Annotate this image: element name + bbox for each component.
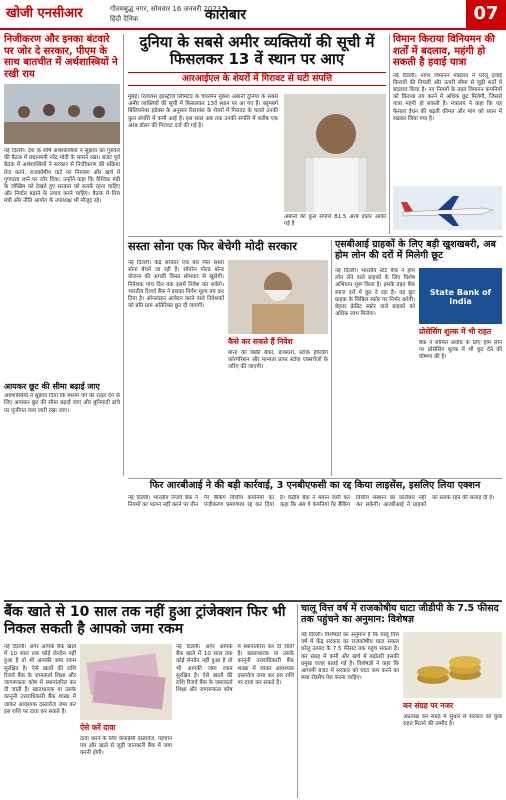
- masthead: [0, 0, 506, 30]
- story-sbi-subhead: प्रोसेसिंग शुल्क में भी राहत: [419, 327, 492, 336]
- story-airfare-headline: विमान किराया विनियमन की शर्तों में बदलाव, महंगी हो सकती है हवाई यात्रा: [393, 34, 495, 68]
- coins-photo: [403, 632, 502, 698]
- story-sbi-headline: एसबीआई ग्राहकों के लिए बड़ी खुशखबरी, अब होम लोन की दरों में मिलेगी छूट: [335, 239, 496, 261]
- meeting-photo-graphic: [4, 84, 120, 144]
- story-bank-subhead: ऐसे करें दावा: [80, 723, 116, 732]
- edition-date: गौतमबुद्ध नगर, सोमवार 16 जनवरी 2023: [110, 5, 222, 13]
- story-sbi-body: नई दिल्ली। भारतीय स्टेट बैंक ने होम लोन लेने वाले ग्राहकों के लिए विशेष अभियान शुरू किया है। इसके तहत बैंक ब्याज दरों में छूट दे रहा है। यह छूट ग्राहक के सिबिल स्कोर पर निर्भर करेगी। बेहतर क्रेडिट स्कोर वाले ग्राहकों को अधिक लाभ मिलेगा।: [335, 268, 415, 318]
- story-deficit: [301, 604, 502, 798]
- story-bank-body-cont: नई दिल्ली। अगर आपके बैंक खाते में 10 साल तक कोई लेनदेन नहीं हुआ है तो भी आपकी जमा रकम सुरक्षित है। ऐसे खातों की राशि रिजर्व बैंक के जमाकर्ता शिक्षा और जागरूकता कोष में स्थानांतरित कर दी जाती है। खाताधारक या उसके कानूनी उत्तराधिकारी बैंक शाखा में जाकर आवश्यक दस्तावेज जमा कर इस राशि पर दावा कर सकते हैं।: [176, 644, 294, 694]
- story-airfare: [393, 34, 502, 234]
- section-title: कारोबार: [205, 7, 247, 23]
- story-gold: [128, 240, 328, 475]
- column-rule: [297, 604, 298, 798]
- currency-notes-graphic: [80, 644, 172, 720]
- modi-portrait: [228, 260, 328, 334]
- edition-type: हिंदी दैनिक: [110, 15, 139, 23]
- story-deficit-subbody: अप्रत्यक्ष कर संग्रह में सुधार से सरकार को कुछ राहत मिलने की उम्मीद है।: [403, 714, 502, 728]
- newspaper-logo: खोजी एनसीआर: [6, 6, 83, 21]
- story-rbi-headline: फिर आरबीआई ने की बड़ी कार्रवाई, 3 एनबीएफसी का रद्द किया लाइसेंस, इसलिए लिया एक्शन: [149, 480, 481, 491]
- column-rule: [389, 34, 390, 234]
- story-sbi: [335, 240, 502, 475]
- story-airfare-body: नई दिल्ली। नागर विमानन मंत्रालय ने घरेलू हवाई किरायों की निचली और ऊपरी सीमा से जुड़ी शर्तों में बदलाव किया है। नए नियमों के तहत विमानन कंपनियों को किराया तय करने में अधिक छूट मिलेगी, जिससे यात्रा महंगी हो सकती है। मंत्रालय ने कहा कि यह फैसला ईंधन की बढ़ती कीमत और मांग को ध्यान में रखकर लिया गया है।: [393, 72, 502, 122]
- section-rule: [128, 478, 502, 479]
- story-bank: [4, 604, 294, 798]
- story-bank-body: नई दिल्ली। अगर आपके बैंक खाते में 10 साल तक कोई लेनदेन नहीं हुआ है तो भी आपकी जमा रकम सुरक्षित है। ऐसे खातों की राशि रिजर्व बैंक के जमाकर्ता शिक्षा और जागरूकता कोष में स्थानांतरित कर दी जाती है। खाताधारक या उसके कानूनी उत्तराधिकारी बैंक शाखा में जाकर आवश्यक दस्तावेज जमा कर इस राशि पर दावा कर सकते हैं।: [4, 644, 76, 715]
- page-number: 07: [466, 0, 506, 28]
- story-economists-body: नई दिल्ली। देश के शीर्ष अर्थशास्त्रियों ने सुझाव को गुरुवार की बैठक में प्रधानमंत्री नरेंद्र मोदी के सामने रखा। बजट पूर्व बैठक में अर्थशास्त्रियों ने सरकार से निजीकरण की प्रक्रिया तेज करने, राजकोषीय घाटे पर नियंत्रण और खर्च में गुणवत्ता लाने पर जोर दिया। उन्होंने कहा कि वैश्विक मंदी के जोखिम को देखते हुए सरकार को सतर्क रहना चाहिए और निर्यात बढ़ाने के उपाय करने चाहिए। बैठक में वित्त मंत्री और नीति आयोग के उपाध्यक्ष भी मौजूद रहे।: [4, 148, 120, 205]
- story-economists-subbody: अर्थशास्त्रियों ने सुझाव दिया कि मध्यम वर्ग को राहत देने के लिए आयकर छूट की सीमा बढ़ाई जाए और बुनियादी ढांचे पर पूंजीगत व्यय जारी रखा जाए।: [4, 393, 120, 414]
- sbi-sign-text: State Bank of India: [429, 288, 492, 306]
- story-bank-subbody: दावा करने के लिए केवाईसी दस्तावेज, पहचान पत्र और खाते से जुड़ी जानकारी बैंक में जमा करनी होगी।: [80, 736, 172, 757]
- story-economists-headline: निजीकरण और इनका बंटवारे पर जोर दे सरकार, पीएम के साथ बातचीत में अर्थशास्त्रियों ने रखी राय: [4, 34, 118, 80]
- meeting-photo: [4, 84, 120, 144]
- story-sbi-subbody: बैंक ने सीमित अवधि के लिए होम लोन पर प्रोसेसिंग शुल्क में भी छूट देने की घोषणा की है।: [419, 340, 502, 361]
- section-rule: [4, 600, 502, 602]
- story-rbi: [128, 481, 502, 597]
- story-deficit-subhead: कर संग्रह पर नजर: [403, 701, 454, 710]
- story-richest-kicker: आरआईएल के शेयरों में गिरावट से घटी संपत्ति: [128, 72, 386, 86]
- coins-graphic: [403, 632, 502, 698]
- ambani-portrait: [284, 94, 386, 212]
- story-rbi-body: नई दिल्ली। भारतीय रिजर्व बैंक ने नियमों का पालन नहीं करने पर तीन गैर बैंकिंग वित्तीय कंपनियों का पंजीकरण प्रमाणपत्र रद्द कर दिया है। केंद्रीय बैंक ने बयान जारी कर कहा कि अब ये कंपनियां गैर बैंकिंग वित्तीय संस्थान का कारोबार नहीं कर सकेंगी। आरबीआई ने ग्राहकों को सतर्क रहने की सलाह दी है।: [128, 494, 495, 509]
- story-economists-subhead: आयकर छूट की सीमा बढ़ाई जाए: [4, 382, 100, 391]
- story-gold-subbody: बॉन्ड की बिक्री बैंकों, डाकघरों, स्टॉक होल्डिंग कॉरपोरेशन और मान्यता प्राप्त स्टॉक एक्सचेंजों के जरिए की जाएगी।: [228, 350, 328, 371]
- currency-photo: [80, 644, 172, 720]
- story-gold-headline: सस्ता सोना एक फिर बेचेगी मोदी सरकार: [128, 239, 297, 253]
- section-rule: [128, 236, 502, 237]
- story-richest-caption: अंबानी की कुल संपत्ति 81.5 अरब डॉलर आंकी गई है: [284, 214, 386, 228]
- story-bank-headline: बैंक खाते से 10 साल तक नहीं हुआ ट्रांजेक्शन फिर भी निकल सकती है आपको जमा रकम: [4, 604, 286, 637]
- airplane-photo: [393, 186, 502, 230]
- story-richest: [128, 34, 386, 234]
- sbi-sign-photo: [419, 268, 502, 324]
- story-gold-subhead: कैसे कर सकते हैं निवेश: [228, 337, 293, 346]
- story-gold-body: नई दिल्ली। केंद्र सरकार एक बार फिर सस्ता सोना बेचने जा रही है। सॉवरेन गोल्ड बॉन्ड योजना की अगली किस्त सोमवार से खुलेगी। निवेशक पांच दिन तक इसमें निवेश कर सकेंगे। भारतीय रिजर्व बैंक ने इसका निर्गम मूल्य तय कर दिया है। ऑनलाइन आवेदन करने वाले निवेशकों को प्रति ग्राम अतिरिक्त छूट दी जाएगी।: [128, 260, 224, 310]
- story-economists: [4, 34, 120, 474]
- story-deficit-body: नई दिल्ली। विशेषज्ञों का अनुमान है कि चालू वित्त वर्ष में केंद्र सरकार का राजकोषीय घाटा सकल घरेलू उत्पाद के 7.5 फीसद तक पहुंच सकता है। कर संग्रह में कमी और खर्च में बढ़ोतरी इसकी प्रमुख वजह बताई गई है। विशेषज्ञों ने कहा कि आगामी बजट में सरकार को घाटा कम करने का स्पष्ट रोडमैप पेश करना चाहिए।: [301, 632, 399, 682]
- story-richest-body: मुंबई। रिलायंस इंडस्ट्रीज लिमिटेड के चेयरमैन मुकेश अंबानी दुनिया के सबसे अमीर व्यक्तियों की सूची में फिसलकर 13वें स्थान पर आ गए हैं। ब्लूमबर्ग बिलियनेयर इंडेक्स के अनुसार रिलायंस के शेयरों में गिरावट के चलते उनकी कुल संपत्ति में कमी आई है। इस साल अब तक उनकी संपत्ति में करीब एक अरब डॉलर की गिरावट दर्ज की गई है।: [128, 94, 278, 129]
- ambani-photo: [284, 94, 386, 212]
- column-rule: [331, 240, 332, 476]
- airplane-icon: [393, 186, 502, 230]
- story-deficit-headline: चालू वित्त वर्ष में राजकोषीय घाटा जीडीपी के 7.5 फीसद तक पहुंचने का अनुमान: विशेषज्ञ: [301, 603, 499, 625]
- story-richest-headline: दुनिया के सबसे अमीर व्यक्तियों की सूची में फिसलकर 13 वें स्थान पर आए: [139, 33, 375, 69]
- modi-photo: [228, 260, 328, 334]
- column-rule: [123, 34, 124, 476]
